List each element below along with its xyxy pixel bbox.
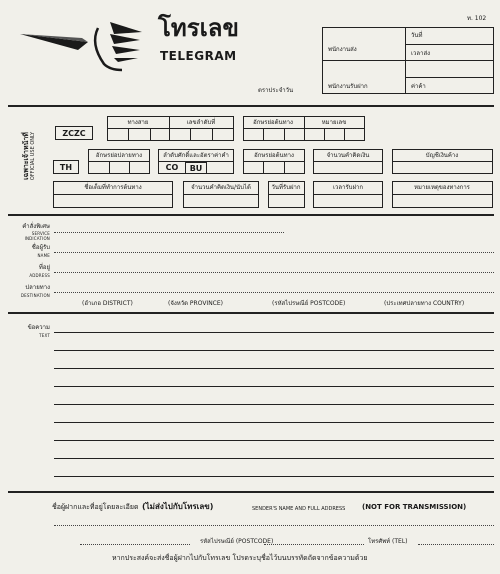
postcode-label: (รหัสไปรษณีย์ POSTCODE) (272, 300, 346, 307)
text-line[interactable] (54, 458, 494, 459)
text-line[interactable] (54, 422, 494, 423)
form-number: ท. 102 (467, 15, 487, 22)
time-received-label: เวลารับฝาก (332, 184, 364, 191)
route-label: ทางสาย (127, 119, 149, 126)
title-english: TELEGRAM (160, 49, 237, 63)
address-label-en: ADDRESS (29, 273, 50, 278)
service-line[interactable] (54, 232, 284, 233)
destination-line[interactable] (54, 292, 494, 293)
co-box: CO (165, 163, 179, 172)
word-count-label: จำนวนคำคิดเงิน (326, 152, 370, 159)
send-time-label: เวลาส่ง (411, 50, 431, 57)
service-label-en: SERVICE INDICATION (24, 231, 50, 241)
text-line[interactable] (54, 404, 494, 405)
sender-not-transmit-en: (NOT FOR TRANSMISSION) (362, 503, 467, 511)
logo (18, 14, 148, 84)
address-line[interactable] (54, 272, 494, 273)
name-line[interactable] (54, 252, 494, 253)
date-label: วันที่ (411, 32, 423, 39)
name-label-en: NAME (37, 253, 50, 258)
text-line[interactable] (54, 440, 494, 441)
origin-code-label-2: อักษรย่อต้นทาง (254, 152, 294, 159)
account-label: บัญชีเงินค้าง (425, 152, 459, 159)
text-label-en: TEXT (39, 333, 50, 338)
word-count-origin-label: จำนวนคำคิดเงิน/นับได้ (191, 184, 251, 191)
bu-box: BU (185, 162, 207, 174)
notes-label: หมายเหตุของทางการ (414, 184, 470, 191)
th-box: TH (53, 160, 79, 174)
date-received-label: วันที่รับฝาก (271, 184, 301, 191)
fee-label: ค่าค้า (411, 83, 426, 90)
destination-label-en: DESTINATION (20, 293, 50, 298)
text-line[interactable] (54, 350, 494, 351)
zczc-box: ZCZC (55, 126, 93, 140)
sender-address-line[interactable] (54, 525, 494, 526)
title-thai: โทรเลข (158, 14, 239, 42)
address-label-th: ที่อยู่ (38, 264, 50, 271)
district-label: (อำเภอ DISTRICT) (82, 300, 133, 307)
datestamp-label: ตราประจำวัน (258, 87, 294, 94)
sender-label-en: SENDER'S NAME AND FULL ADDRESS (252, 506, 346, 512)
sender-label-th: ชื่อผู้ฝากและที่อยู่โดยละเอียด (52, 503, 139, 511)
text-line[interactable] (54, 332, 494, 333)
province-label: (จังหวัด PROVINCE) (168, 300, 224, 307)
number-label: หมายเลข (321, 119, 347, 126)
name-label-th: ชื่อผู้รับ (31, 244, 50, 251)
sender-phone-line[interactable] (264, 544, 364, 545)
origin-code-label: อักษรย่อต้นทาง (253, 119, 293, 126)
text-line[interactable] (54, 368, 494, 369)
sender-postcode-line[interactable] (80, 544, 190, 545)
text-label-th: ข้อความ (27, 324, 50, 331)
sender-postcode-label: รหัสไปรษณีย์ (POSTCODE) (200, 538, 274, 545)
origin-office-label: ชื่อเต็มที่ทำการต้นทาง (84, 184, 142, 191)
service-label-th: คำสั่งพิเศษ (22, 223, 50, 230)
serial-label: เลขลำดับที่ (186, 119, 216, 126)
text-line[interactable] (54, 386, 494, 387)
sender-not-transmit-th: (ไม่ส่งไปกับโทรเลข) (142, 502, 214, 511)
dest-code-label: อักษรย่อปลายทาง (95, 152, 143, 159)
text-line[interactable] (54, 476, 494, 477)
official-side-label: เฉพาะเจ้าหน้าที่ OFFICIAL USE ONLY (22, 131, 36, 181)
clerk-send-label: พนักงานส่ง (328, 46, 357, 53)
clerk-receive-label: พนักงานรับฝาก (328, 83, 368, 90)
priority-label: ลำดับศักดิ์และอัตราค่าคำ (163, 152, 229, 159)
country-label: (ประเทศปลายทาง COUNTRY) (384, 300, 465, 307)
destination-label-th: ปลายทาง (25, 284, 50, 291)
sender-tel-label: โทรศัพท์ (TEL) (368, 538, 408, 545)
sender-tel-line[interactable] (418, 544, 494, 545)
footer-note: หากประสงค์จะส่งชื่อผู้ฝากไปกับโทรเลข โปรดระบุชื่อไว้บนบรรทัดถัดจากข้อความด้วย (112, 554, 368, 562)
